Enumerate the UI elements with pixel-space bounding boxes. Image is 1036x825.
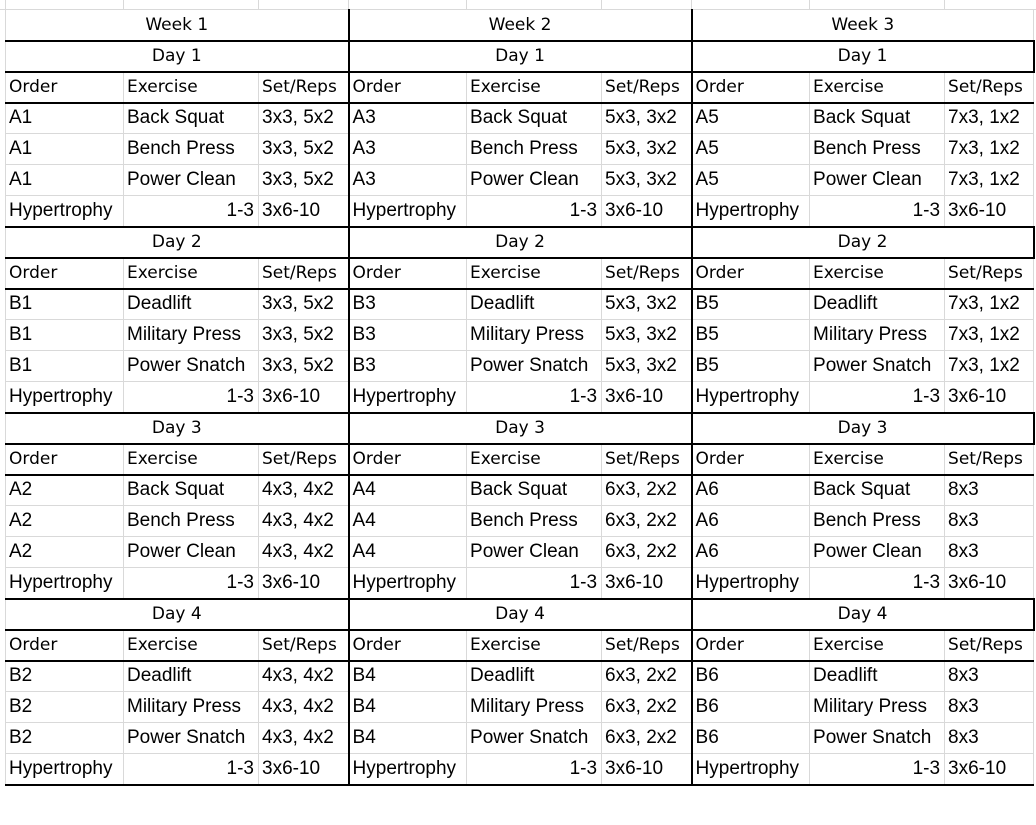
hypertrophy-setreps-cell[interactable]: 3x6-10 bbox=[602, 568, 692, 599]
exercise-cell[interactable]: Deadlift bbox=[467, 661, 602, 692]
order-cell[interactable]: A4 bbox=[349, 537, 467, 568]
setreps-cell[interactable]: 4x3, 4x2 bbox=[259, 692, 349, 723]
setreps-cell[interactable]: 5x3, 3x2 bbox=[602, 351, 692, 382]
setreps-cell[interactable]: 8x3 bbox=[945, 537, 1034, 568]
exercise-row bbox=[6, 475, 1034, 506]
column-header-setreps[interactable]: Set/Reps bbox=[945, 630, 1034, 661]
exercise-cell[interactable]: Deadlift bbox=[124, 289, 259, 320]
setreps-cell[interactable]: 6x3, 2x2 bbox=[602, 506, 692, 537]
exercise-cell[interactable]: Power Snatch bbox=[467, 351, 602, 382]
exercise-row bbox=[6, 165, 1034, 196]
order-cell[interactable]: A1 bbox=[6, 165, 124, 196]
exercise-cell[interactable]: Deadlift bbox=[810, 289, 945, 320]
setreps-cell[interactable]: 3x3, 5x2 bbox=[259, 351, 349, 382]
order-cell[interactable]: B1 bbox=[6, 289, 124, 320]
exercise-row bbox=[6, 506, 1034, 537]
hypertrophy-range-cell[interactable]: 1-3 bbox=[467, 754, 602, 785]
setreps-cell[interactable]: 8x3 bbox=[945, 723, 1034, 754]
day-header-row bbox=[6, 413, 1034, 444]
hypertrophy-label-cell[interactable]: Hypertrophy bbox=[349, 196, 467, 227]
setreps-cell[interactable]: 7x3, 1x2 bbox=[945, 289, 1034, 320]
column-header-order[interactable]: Order bbox=[6, 630, 124, 661]
day-header-row bbox=[6, 227, 1034, 258]
order-cell[interactable]: A4 bbox=[349, 475, 467, 506]
exercise-cell[interactable]: Bench Press bbox=[467, 134, 602, 165]
hypertrophy-range-cell[interactable]: 1-3 bbox=[467, 382, 602, 413]
column-header-exercise[interactable]: Exercise bbox=[467, 258, 602, 289]
day-header[interactable]: Day 2 bbox=[349, 227, 692, 258]
hypertrophy-label-cell[interactable]: Hypertrophy bbox=[6, 196, 124, 227]
hypertrophy-label-cell[interactable]: Hypertrophy bbox=[692, 754, 810, 785]
setreps-cell[interactable]: 6x3, 2x2 bbox=[602, 692, 692, 723]
hypertrophy-range-cell[interactable]: 1-3 bbox=[810, 382, 945, 413]
order-cell[interactable]: B6 bbox=[692, 723, 810, 754]
hypertrophy-label-cell[interactable]: Hypertrophy bbox=[692, 196, 810, 227]
week-header[interactable]: Week 2 bbox=[349, 10, 692, 41]
column-header-order[interactable]: Order bbox=[349, 630, 467, 661]
column-header-setreps[interactable]: Set/Reps bbox=[259, 72, 349, 103]
column-header-setreps[interactable]: Set/Reps bbox=[945, 444, 1034, 475]
column-header-setreps[interactable]: Set/Reps bbox=[945, 72, 1034, 103]
exercise-row bbox=[6, 351, 1034, 382]
hypertrophy-label-cell[interactable]: Hypertrophy bbox=[6, 568, 124, 599]
column-header-exercise[interactable]: Exercise bbox=[124, 258, 259, 289]
setreps-cell[interactable]: 5x3, 3x2 bbox=[602, 320, 692, 351]
exercise-cell[interactable]: Military Press bbox=[810, 320, 945, 351]
setreps-cell[interactable]: 3x3, 5x2 bbox=[259, 103, 349, 134]
setreps-cell[interactable]: 3x3, 5x2 bbox=[259, 320, 349, 351]
setreps-cell[interactable]: 6x3, 2x2 bbox=[602, 723, 692, 754]
column-header-setreps[interactable]: Set/Reps bbox=[602, 630, 692, 661]
order-cell[interactable]: B2 bbox=[6, 723, 124, 754]
order-cell[interactable]: A1 bbox=[6, 103, 124, 134]
setreps-cell[interactable]: 8x3 bbox=[945, 661, 1034, 692]
setreps-cell[interactable]: 3x3, 5x2 bbox=[259, 134, 349, 165]
exercise-cell[interactable]: Bench Press bbox=[810, 134, 945, 165]
setreps-cell[interactable]: 6x3, 2x2 bbox=[602, 475, 692, 506]
day-header[interactable]: Day 3 bbox=[692, 413, 1034, 444]
column-header-setreps[interactable]: Set/Reps bbox=[259, 258, 349, 289]
column-header-exercise[interactable]: Exercise bbox=[467, 444, 602, 475]
column-header-row bbox=[6, 258, 1034, 289]
order-cell[interactable]: A6 bbox=[692, 475, 810, 506]
setreps-cell[interactable]: 4x3, 4x2 bbox=[259, 475, 349, 506]
exercise-cell[interactable]: Military Press bbox=[124, 692, 259, 723]
day-header-row bbox=[6, 599, 1034, 630]
order-cell[interactable]: B1 bbox=[6, 351, 124, 382]
order-cell[interactable]: B4 bbox=[349, 692, 467, 723]
hypertrophy-setreps-cell[interactable]: 3x6-10 bbox=[259, 754, 349, 785]
hypertrophy-setreps-cell[interactable]: 3x6-10 bbox=[602, 196, 692, 227]
setreps-cell[interactable]: 8x3 bbox=[945, 506, 1034, 537]
order-cell[interactable]: B3 bbox=[349, 351, 467, 382]
column-header-order[interactable]: Order bbox=[6, 258, 124, 289]
column-header-order[interactable]: Order bbox=[692, 630, 810, 661]
setreps-cell[interactable]: 8x3 bbox=[945, 692, 1034, 723]
setreps-cell[interactable]: 5x3, 3x2 bbox=[602, 289, 692, 320]
exercise-cell[interactable]: Bench Press bbox=[124, 506, 259, 537]
setreps-cell[interactable]: 4x3, 4x2 bbox=[259, 506, 349, 537]
setreps-cell[interactable]: 7x3, 1x2 bbox=[945, 134, 1034, 165]
order-cell[interactable]: A3 bbox=[349, 134, 467, 165]
column-header-exercise[interactable]: Exercise bbox=[124, 72, 259, 103]
order-cell[interactable]: A5 bbox=[692, 165, 810, 196]
order-cell[interactable]: A1 bbox=[6, 134, 124, 165]
exercise-cell[interactable]: Power Clean bbox=[467, 165, 602, 196]
column-header-order[interactable]: Order bbox=[349, 444, 467, 475]
column-header-order[interactable]: Order bbox=[349, 72, 467, 103]
hypertrophy-range-cell[interactable]: 1-3 bbox=[810, 568, 945, 599]
hypertrophy-range-cell[interactable]: 1-3 bbox=[467, 568, 602, 599]
column-header-row bbox=[6, 630, 1034, 661]
column-header-exercise[interactable]: Exercise bbox=[124, 630, 259, 661]
exercise-row bbox=[6, 134, 1034, 165]
exercise-cell[interactable]: Military Press bbox=[810, 692, 945, 723]
order-cell[interactable]: B3 bbox=[349, 289, 467, 320]
day-header[interactable]: Day 1 bbox=[692, 41, 1034, 72]
column-header-exercise[interactable]: Exercise bbox=[124, 444, 259, 475]
setreps-cell[interactable]: 7x3, 1x2 bbox=[945, 103, 1034, 134]
exercise-row bbox=[6, 723, 1034, 754]
day-header[interactable]: Day 4 bbox=[692, 599, 1034, 630]
order-cell[interactable]: A6 bbox=[692, 537, 810, 568]
exercise-cell[interactable]: Power Snatch bbox=[124, 723, 259, 754]
hypertrophy-setreps-cell[interactable]: 3x6-10 bbox=[602, 754, 692, 785]
exercise-cell[interactable]: Deadlift bbox=[810, 661, 945, 692]
order-cell[interactable]: A2 bbox=[6, 537, 124, 568]
order-cell[interactable]: B4 bbox=[349, 723, 467, 754]
column-header-order[interactable]: Order bbox=[692, 72, 810, 103]
hypertrophy-label-cell[interactable]: Hypertrophy bbox=[692, 568, 810, 599]
day-header[interactable]: Day 3 bbox=[349, 413, 692, 444]
hypertrophy-row bbox=[6, 196, 1034, 227]
setreps-cell[interactable]: 7x3, 1x2 bbox=[945, 165, 1034, 196]
order-cell[interactable]: B2 bbox=[6, 661, 124, 692]
column-header-exercise[interactable]: Exercise bbox=[467, 630, 602, 661]
hypertrophy-label-cell[interactable]: Hypertrophy bbox=[6, 382, 124, 413]
day-header[interactable]: Day 1 bbox=[349, 41, 692, 72]
setreps-cell[interactable]: 7x3, 1x2 bbox=[945, 320, 1034, 351]
week-header[interactable]: Week 1 bbox=[6, 10, 349, 41]
exercise-cell[interactable]: Back Squat bbox=[467, 103, 602, 134]
column-header-setreps[interactable]: Set/Reps bbox=[945, 258, 1034, 289]
hypertrophy-setreps-cell[interactable]: 3x6-10 bbox=[945, 754, 1034, 785]
setreps-cell[interactable]: 5x3, 3x2 bbox=[602, 134, 692, 165]
order-cell[interactable]: B5 bbox=[692, 320, 810, 351]
hypertrophy-row bbox=[6, 382, 1034, 413]
setreps-cell[interactable]: 4x3, 4x2 bbox=[259, 537, 349, 568]
exercise-cell[interactable]: Power Clean bbox=[124, 165, 259, 196]
setreps-cell[interactable]: 3x3, 5x2 bbox=[259, 165, 349, 196]
hypertrophy-range-cell[interactable]: 1-3 bbox=[124, 382, 259, 413]
setreps-cell[interactable]: 4x3, 4x2 bbox=[259, 661, 349, 692]
hypertrophy-range-cell[interactable]: 1-3 bbox=[124, 196, 259, 227]
exercise-row bbox=[6, 103, 1034, 134]
order-cell[interactable]: B4 bbox=[349, 661, 467, 692]
exercise-cell[interactable]: Back Squat bbox=[810, 475, 945, 506]
exercise-cell[interactable]: Bench Press bbox=[124, 134, 259, 165]
hypertrophy-row bbox=[6, 568, 1034, 599]
order-cell[interactable]: B1 bbox=[6, 320, 124, 351]
exercise-cell[interactable]: Power Snatch bbox=[810, 723, 945, 754]
day-header[interactable]: Day 2 bbox=[6, 227, 349, 258]
hypertrophy-range-cell[interactable]: 1-3 bbox=[810, 754, 945, 785]
exercise-cell[interactable]: Bench Press bbox=[810, 506, 945, 537]
column-header-setreps[interactable]: Set/Reps bbox=[602, 72, 692, 103]
exercise-cell[interactable]: Power Clean bbox=[810, 537, 945, 568]
hypertrophy-setreps-cell[interactable]: 3x6-10 bbox=[602, 382, 692, 413]
column-header-exercise[interactable]: Exercise bbox=[810, 72, 945, 103]
exercise-cell[interactable]: Power Snatch bbox=[810, 351, 945, 382]
order-cell[interactable]: B6 bbox=[692, 692, 810, 723]
order-cell[interactable]: A4 bbox=[349, 506, 467, 537]
order-cell[interactable]: B5 bbox=[692, 289, 810, 320]
column-header-setreps[interactable]: Set/Reps bbox=[602, 444, 692, 475]
column-header-setreps[interactable]: Set/Reps bbox=[602, 258, 692, 289]
hypertrophy-setreps-cell[interactable]: 3x6-10 bbox=[259, 382, 349, 413]
day-header[interactable]: Day 4 bbox=[6, 599, 349, 630]
column-header-order[interactable]: Order bbox=[692, 258, 810, 289]
column-header-order[interactable]: Order bbox=[6, 72, 124, 103]
day-header[interactable]: Day 4 bbox=[349, 599, 692, 630]
day-header[interactable]: Day 1 bbox=[6, 41, 349, 72]
week-header[interactable]: Week 3 bbox=[692, 10, 1034, 41]
exercise-row bbox=[6, 537, 1034, 568]
exercise-cell[interactable]: Back Squat bbox=[467, 475, 602, 506]
order-cell[interactable]: A2 bbox=[6, 506, 124, 537]
column-header-order[interactable]: Order bbox=[692, 444, 810, 475]
exercise-cell[interactable]: Bench Press bbox=[467, 506, 602, 537]
exercise-cell[interactable]: Military Press bbox=[124, 320, 259, 351]
exercise-cell[interactable]: Back Squat bbox=[810, 103, 945, 134]
exercise-cell[interactable]: Deadlift bbox=[467, 289, 602, 320]
exercise-cell[interactable]: Power Snatch bbox=[467, 723, 602, 754]
column-header-row bbox=[6, 72, 1034, 103]
exercise-cell[interactable]: Power Clean bbox=[124, 537, 259, 568]
column-header-exercise[interactable]: Exercise bbox=[810, 258, 945, 289]
hypertrophy-setreps-cell[interactable]: 3x6-10 bbox=[259, 568, 349, 599]
exercise-cell[interactable]: Back Squat bbox=[124, 475, 259, 506]
exercise-row bbox=[6, 320, 1034, 351]
hypertrophy-row bbox=[6, 754, 1034, 785]
setreps-cell[interactable]: 4x3, 4x2 bbox=[259, 723, 349, 754]
hypertrophy-label-cell[interactable]: Hypertrophy bbox=[6, 754, 124, 785]
hypertrophy-range-cell[interactable]: 1-3 bbox=[124, 754, 259, 785]
setreps-cell[interactable]: 7x3, 1x2 bbox=[945, 351, 1034, 382]
column-header-exercise[interactable]: Exercise bbox=[810, 444, 945, 475]
order-cell[interactable]: B6 bbox=[692, 661, 810, 692]
setreps-cell[interactable]: 6x3, 2x2 bbox=[602, 537, 692, 568]
setreps-cell[interactable]: 8x3 bbox=[945, 475, 1034, 506]
hypertrophy-setreps-cell[interactable]: 3x6-10 bbox=[259, 196, 349, 227]
setreps-cell[interactable]: 5x3, 3x2 bbox=[602, 165, 692, 196]
exercise-row bbox=[6, 692, 1034, 723]
hypertrophy-range-cell[interactable]: 1-3 bbox=[810, 196, 945, 227]
exercise-row bbox=[6, 661, 1034, 692]
setreps-cell[interactable]: 5x3, 3x2 bbox=[602, 103, 692, 134]
column-header-exercise[interactable]: Exercise bbox=[467, 72, 602, 103]
exercise-cell[interactable]: Deadlift bbox=[124, 661, 259, 692]
exercise-cell[interactable]: Back Squat bbox=[124, 103, 259, 134]
order-cell[interactable]: A5 bbox=[692, 134, 810, 165]
day-header[interactable]: Day 3 bbox=[6, 413, 349, 444]
column-header-row bbox=[6, 444, 1034, 475]
setreps-cell[interactable]: 3x3, 5x2 bbox=[259, 289, 349, 320]
order-cell[interactable]: B5 bbox=[692, 351, 810, 382]
hypertrophy-setreps-cell[interactable]: 3x6-10 bbox=[945, 382, 1034, 413]
hypertrophy-range-cell[interactable]: 1-3 bbox=[124, 568, 259, 599]
day-header-row bbox=[6, 41, 1034, 72]
column-header-order[interactable]: Order bbox=[6, 444, 124, 475]
order-cell[interactable]: A2 bbox=[6, 475, 124, 506]
hypertrophy-range-cell[interactable]: 1-3 bbox=[467, 196, 602, 227]
week-header-row bbox=[6, 10, 1034, 41]
column-header-setreps[interactable]: Set/Reps bbox=[259, 444, 349, 475]
order-cell[interactable]: B3 bbox=[349, 320, 467, 351]
exercise-cell[interactable]: Military Press bbox=[467, 692, 602, 723]
hypertrophy-label-cell[interactable]: Hypertrophy bbox=[349, 754, 467, 785]
exercise-row bbox=[6, 289, 1034, 320]
setreps-cell[interactable]: 6x3, 2x2 bbox=[602, 661, 692, 692]
order-cell[interactable]: A5 bbox=[692, 103, 810, 134]
order-cell[interactable]: A3 bbox=[349, 165, 467, 196]
column-header-order[interactable]: Order bbox=[349, 258, 467, 289]
order-cell[interactable]: A6 bbox=[692, 506, 810, 537]
hypertrophy-label-cell[interactable]: Hypertrophy bbox=[692, 382, 810, 413]
hypertrophy-label-cell[interactable]: Hypertrophy bbox=[349, 568, 467, 599]
hypertrophy-setreps-cell[interactable]: 3x6-10 bbox=[945, 196, 1034, 227]
order-cell[interactable]: A3 bbox=[349, 103, 467, 134]
hypertrophy-label-cell[interactable]: Hypertrophy bbox=[349, 382, 467, 413]
exercise-cell[interactable]: Military Press bbox=[467, 320, 602, 351]
order-cell[interactable]: B2 bbox=[6, 692, 124, 723]
exercise-cell[interactable]: Power Clean bbox=[467, 537, 602, 568]
column-header-exercise[interactable]: Exercise bbox=[810, 630, 945, 661]
column-header-setreps[interactable]: Set/Reps bbox=[259, 630, 349, 661]
workout-grid bbox=[5, 9, 1035, 786]
hypertrophy-setreps-cell[interactable]: 3x6-10 bbox=[945, 568, 1034, 599]
day-header[interactable]: Day 2 bbox=[692, 227, 1034, 258]
exercise-cell[interactable]: Power Snatch bbox=[124, 351, 259, 382]
exercise-cell[interactable]: Power Clean bbox=[810, 165, 945, 196]
